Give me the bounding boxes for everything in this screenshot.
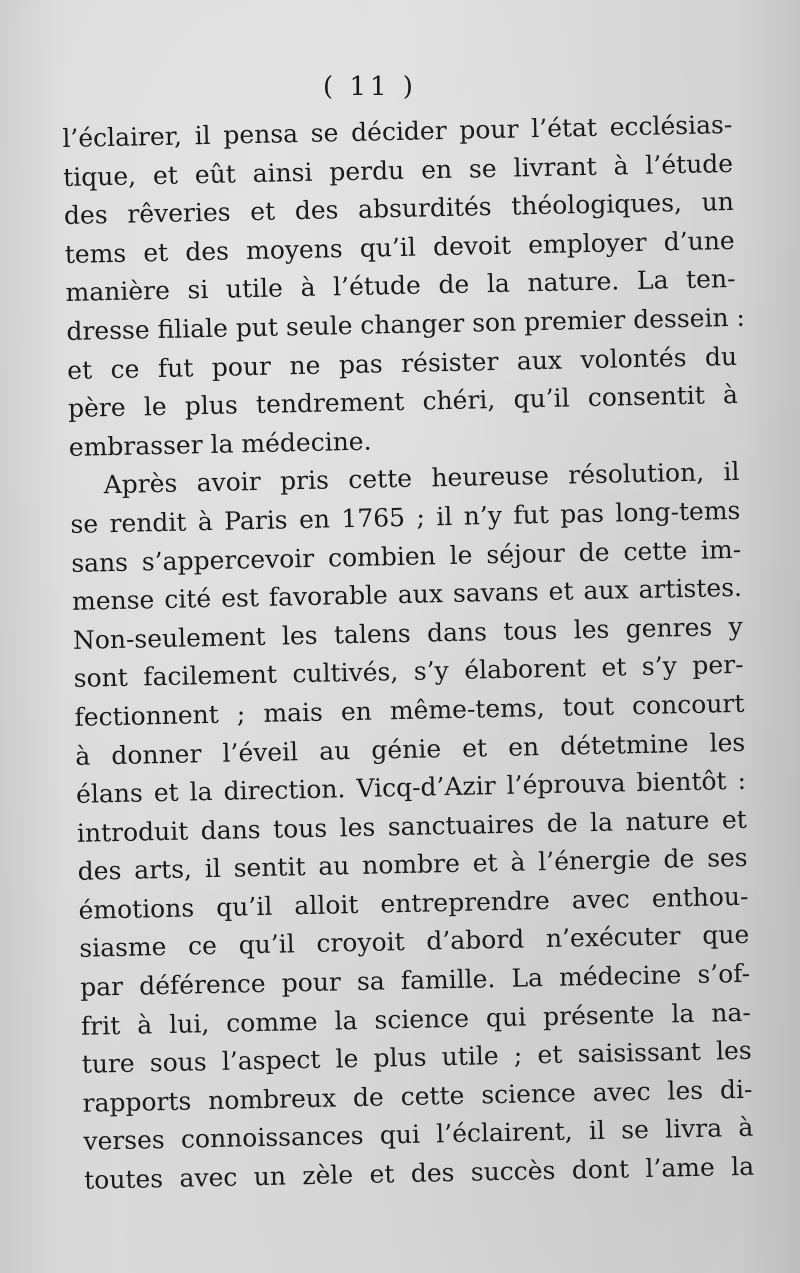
text-line: émotions qu’il alloit entreprendre avec enthou-	[78, 881, 749, 925]
text-line: sans s’appercevoir combien le séjour de cette im-	[70, 534, 742, 578]
text-line: rapports nombreux de cette science avec les di-	[82, 1074, 753, 1118]
text-line: des arts, il sentit au nombre et à l’énergie de ses	[77, 843, 748, 887]
text-line: dresse filiale put seule changer son premier dessein :	[66, 302, 746, 346]
text-line: tique, et eût ainsi perdu en se livrant à l’étude	[62, 148, 734, 192]
text-line: se rendit à Paris en 1765 ; il n’y fut pas long-tems	[70, 495, 741, 539]
text-line: Après avoir pris cette heureuse résolution, il	[103, 457, 740, 500]
text-line: à donner l’éveil au génie et en détetmine les	[75, 727, 746, 771]
text-line: et ce fut pour ne pas résister aux volontés du	[66, 341, 738, 385]
text-line: siasme ce qu’il croyoit d’abord n’exécuter que	[79, 920, 750, 964]
text-line: par déférence pour sa famille. La médecine s’of-	[79, 958, 751, 1002]
paragraph-1	[62, 106, 746, 467]
text-line: Non-seulement les talens dans tous les genres y	[72, 611, 744, 655]
page-number: ( 11 )	[323, 72, 417, 102]
text-line: des rêveries et des absurdités théologiques, un	[63, 187, 735, 231]
text-line: l’éclairer, il pensa se décider pour l’état ecclésias-	[62, 109, 733, 153]
text-line: manière si utile à l’étude de la nature. La ten-	[65, 264, 736, 308]
text-line: embrasser la médecine.	[68, 426, 372, 462]
text-line: élans et la direction. Vicq-d’Azir l’éprouva bientôt :	[75, 765, 747, 809]
text-line: mense cité est favorable aux savans et aux artistes.	[71, 572, 743, 617]
text-line: père le plus tendrement chéri, qu’il consentit à	[67, 380, 739, 424]
text-line: ture sous l’aspect le plus utile ; et saisissant les	[81, 1036, 752, 1080]
text-line: frit à lui, comme la science qui présente la na-	[80, 997, 752, 1041]
text-line: verses connoissances qui l’éclairent, il se livra à	[83, 1113, 754, 1157]
text-line: fectionnent ; mais en même-tems, tout concourt	[74, 688, 745, 732]
text-line: tems et des moyens qu’il devoit employer d’une	[64, 225, 735, 269]
paragraph-2	[69, 453, 754, 1200]
text-line: toutes avec un zèle et des succès dont l’ame la	[83, 1151, 755, 1195]
body-text	[62, 106, 754, 1200]
text-line: introduit dans tous les sanctuaires de la nature et	[76, 804, 748, 848]
text-line: sont facilement cultivés, s’y élaborent et s’y per-	[73, 650, 744, 694]
